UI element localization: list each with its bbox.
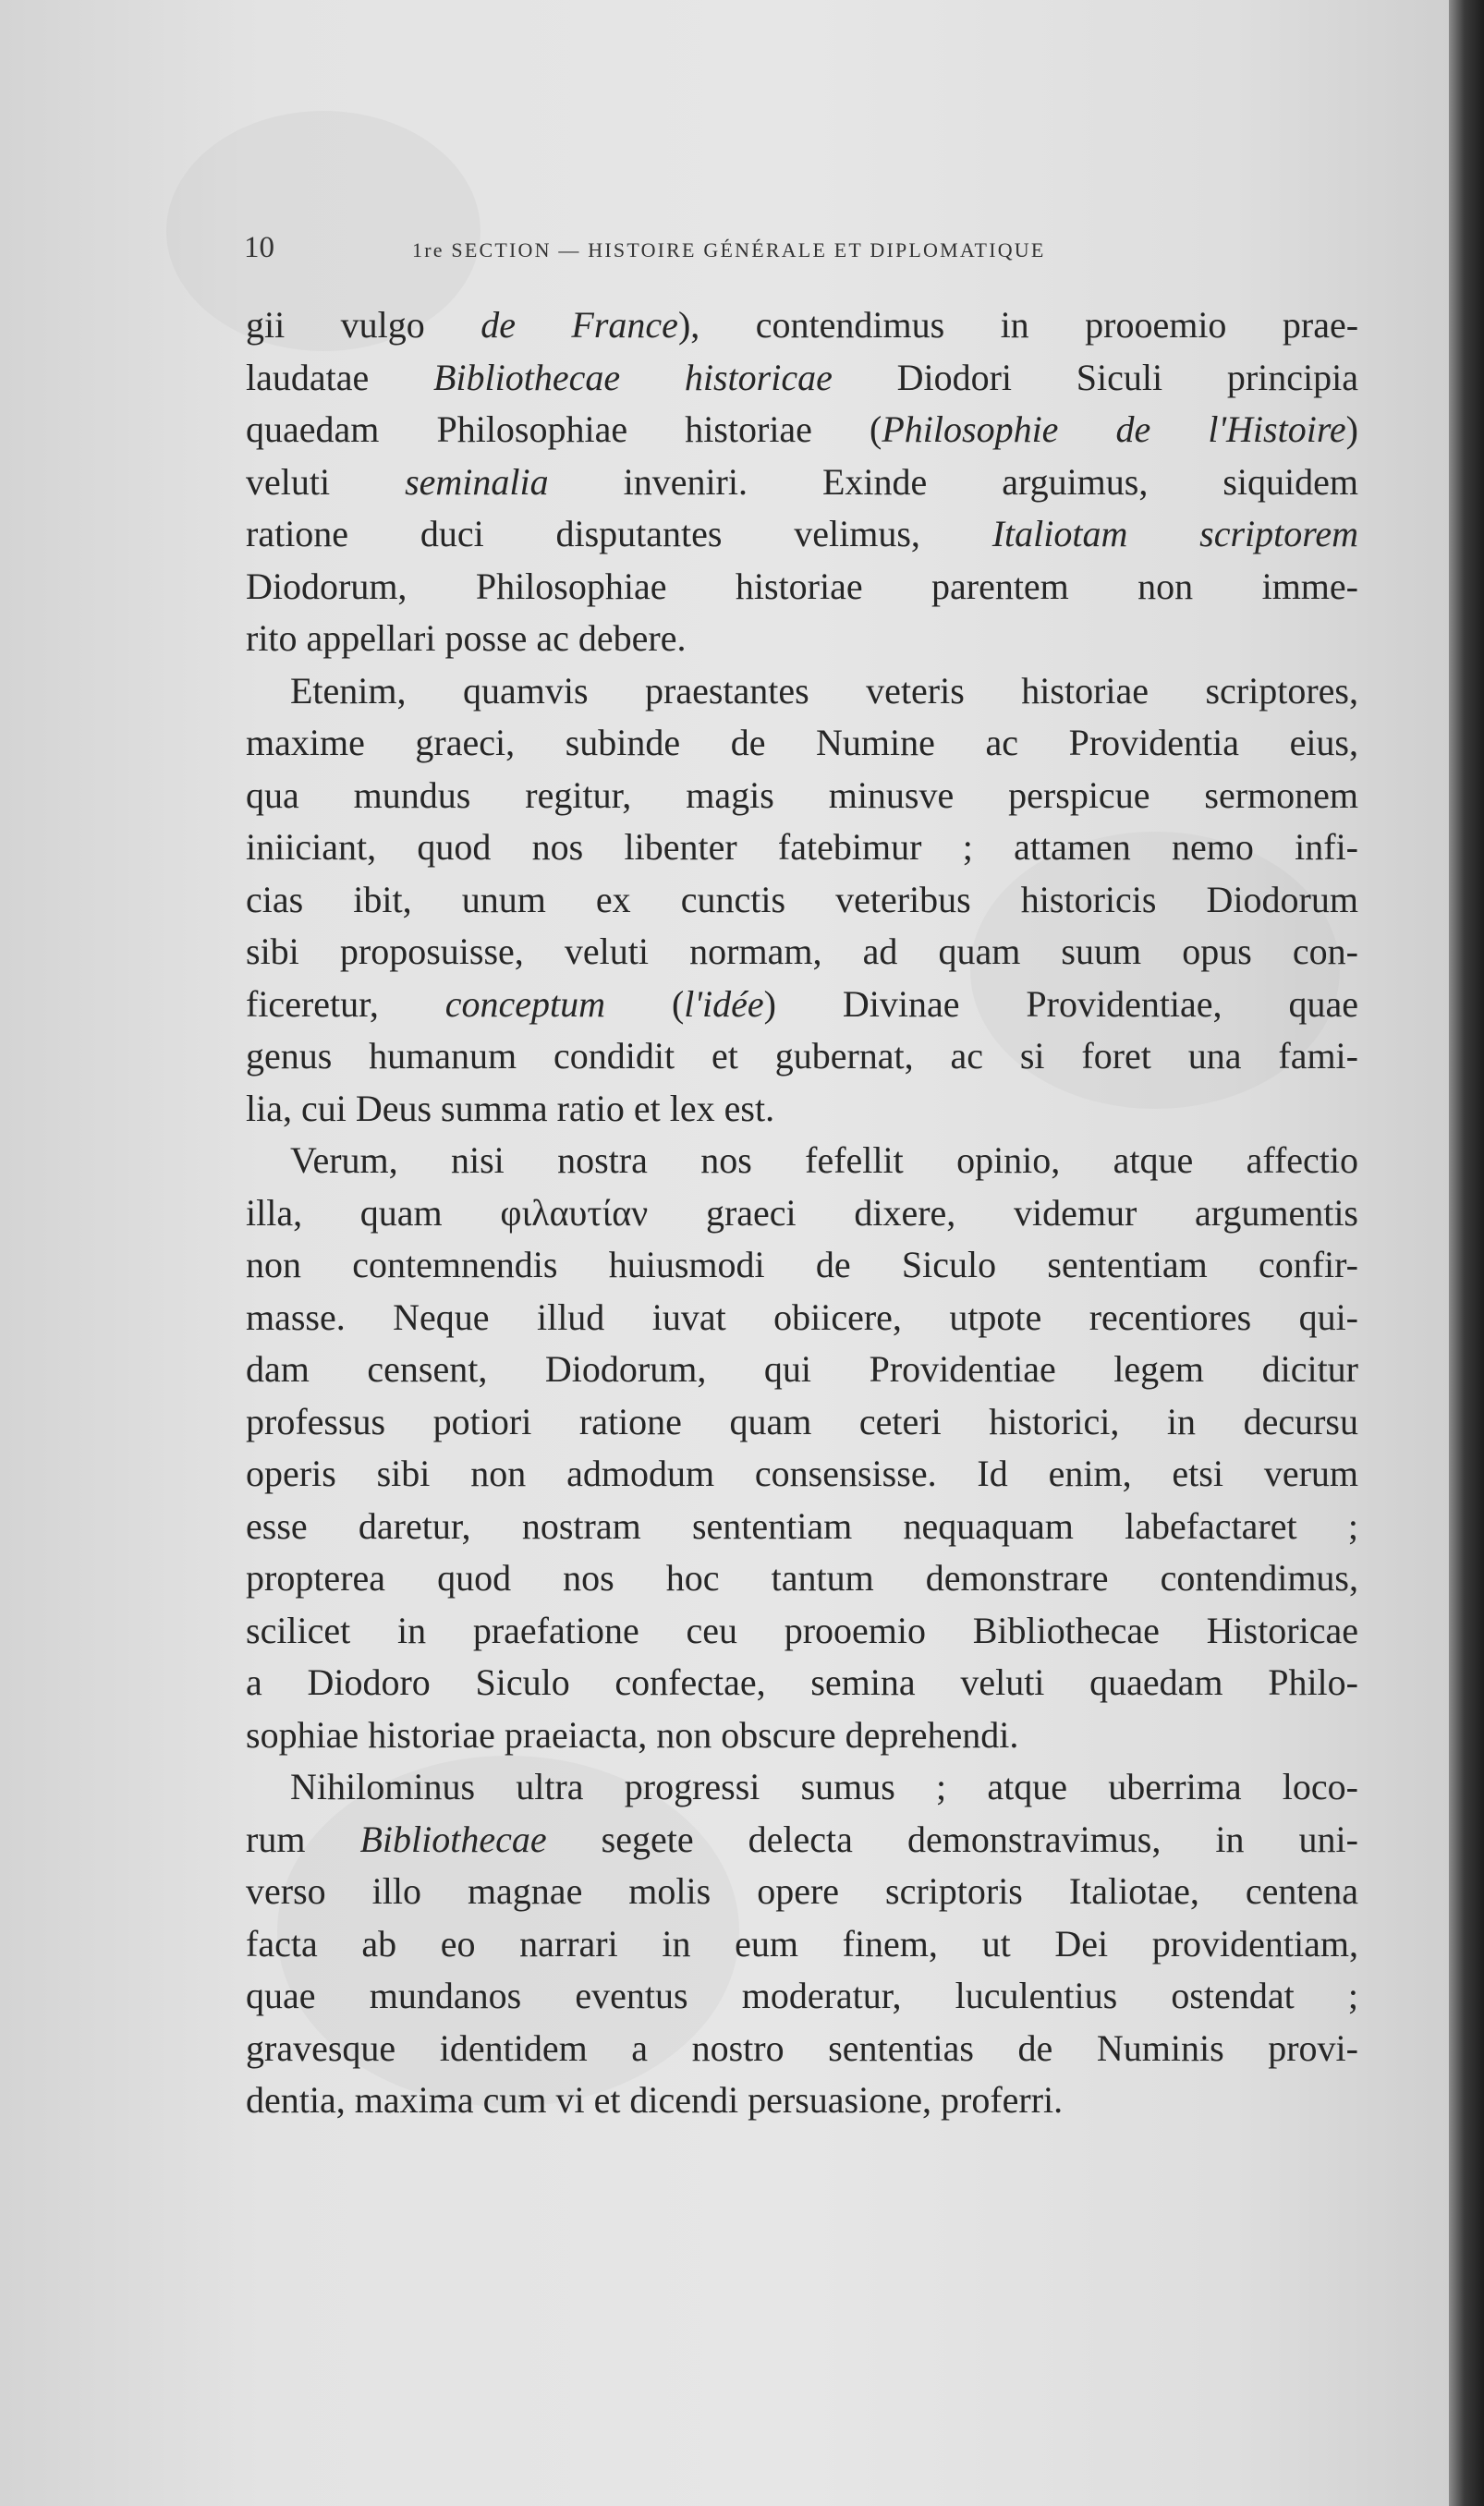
text-segment: rum [246,1818,360,1860]
text-line [246,1918,1358,1971]
text-segment: ) [1345,408,1358,450]
text-line [246,1292,1358,1344]
page-number: 10 [244,231,274,264]
text-line [246,508,1358,561]
text-segment: ( [605,982,685,1025]
italic-text: conceptum [444,982,606,1025]
text-segment: qua mundus regitur, magis minusve perspicue sermonem [246,773,1358,816]
italic-text: Philosophie de l'Histoire [882,408,1346,450]
text-segment: Nihilominus ultra progressi sumus ; atque uberrima loco- [290,1766,1358,1807]
text-line [246,1605,1358,1658]
text-line [246,1396,1358,1449]
text-line [246,2074,1358,2127]
text-line [246,1187,1358,1240]
text-segment: masse. Neque illud iuvat obiicere, utpote recentiores qui- [246,1296,1358,1338]
text-line [246,874,1358,927]
text-segment: ), contendimus in prooemio prae- [677,304,1359,346]
italic-text: seminalia [405,460,549,503]
text-line [246,821,1358,874]
text-line [246,561,1358,614]
text-line [246,1657,1358,1709]
body-text [246,299,1358,2127]
text-line [246,1239,1358,1292]
text-line [246,1030,1358,1083]
text-line [246,1448,1358,1501]
text-segment: professus potiori ratione quam ceteri historici, in decursu [246,1400,1358,1442]
text-line [246,613,1358,665]
text-line [246,1083,1358,1136]
text-segment: segete delecta demonstravimus, in uni- [546,1818,1358,1860]
page-edge [1449,0,1484,2506]
text-line [246,299,1358,352]
text-segment: dentia, maxima cum vi et dicendi persuasione, proferri. [246,2079,1064,2121]
text-segment: quaedam Philosophiae historiae ( [246,408,882,450]
text-segment: dam censent, Diodorum, qui Providentiae legem dicitur [246,1348,1358,1390]
text-line [246,456,1358,509]
text-segment: Diodori Siculi principia [832,356,1358,398]
text-segment: propterea quod nos hoc tantum demonstrare contendimus, [246,1557,1358,1599]
text-line [246,1135,1358,1187]
text-line [246,1970,1358,2023]
text-line [246,979,1358,1031]
text-segment: cias ibit, unum ex cunctis veteribus historicis Diodorum [246,878,1358,920]
text-line [246,926,1358,979]
text-segment: veluti [246,460,406,503]
text-line [246,352,1358,405]
text-line [246,770,1358,822]
text-line [246,665,1358,718]
italic-text: Italiotam scriptorem [991,513,1359,554]
text-line [246,1814,1358,1867]
text-line [246,717,1358,770]
text-line [246,1761,1358,1814]
text-segment: Etenim, quamvis praestantes veteris historiae scriptores, [290,669,1358,712]
text-segment: verso illo magnae molis opere scriptoris Italiotae, centena [246,1870,1358,1912]
text-segment: ratione duci disputantes velimus, [246,513,992,554]
text-segment: iniiciant, quod nos libenter fatebimur ; attamen nemo infi- [246,826,1358,868]
italic-text: Bibliothecae [359,1818,547,1860]
text-line [246,1709,1358,1762]
italic-text: Bibliothecae historicae [432,356,833,398]
text-segment: lia, cui Deus summa ratio et lex est. [246,1087,775,1129]
text-segment: ficeretur, [246,982,445,1025]
text-segment: esse daretur, nostram sententiam nequaquam labefactaret ; [246,1504,1358,1547]
text-segment: sibi proposuisse, veluti normam, ad quam suum opus con- [246,931,1358,972]
text-segment: Verum, nisi nostra nos fefellit opinio, atque affectio [290,1139,1358,1181]
text-segment: Diodorum, Philosophiae historiae parentem non imme- [246,565,1358,607]
text-segment: rito appellari posse ac debere. [246,617,687,659]
text-segment: quae mundanos eventus moderatur, luculentius ostendat ; [246,1975,1358,2016]
text-line [246,1501,1358,1553]
text-segment: facta ab eo narrari in eum finem, ut Dei providentiam, [246,1922,1358,1965]
text-segment: genus humanum condidit et gubernat, ac si foret una fami- [246,1035,1358,1077]
text-segment: non contemnendis huiusmodi de Siculo sententiam confir- [246,1244,1358,1285]
italic-text: de France [480,304,678,346]
text-segment: a Diodoro Siculo confectae, semina veluti quaedam Philo- [246,1661,1358,1703]
text-segment: ) Divinae Providentiae, quae [763,982,1358,1025]
text-segment: operis sibi non admodum consensisse. Id enim, etsi verum [246,1453,1358,1494]
text-line [246,1866,1358,1918]
running-head: 1re SECTION — HISTOIRE GÉNÉRALE ET DIPLOMATIQUE [412,238,1046,262]
text-segment: inveniri. Exinde arguimus, siquidem [548,460,1358,503]
italic-text: l'idée [684,982,764,1025]
text-line [246,404,1358,456]
text-segment: maxime graeci, subinde de Numine ac Providentia eius, [246,722,1358,763]
text-segment: sophiae historiae praeiacta, non obscure deprehendi. [246,1713,1019,1756]
text-segment: illa, quam φιλαυτίαν graeci dixere, videmur argumentis [246,1191,1358,1234]
text-line [246,2023,1358,2075]
text-segment: gii vulgo [246,304,481,346]
text-segment: scilicet in praefatione ceu prooemio Bibliothecae Historicae [246,1609,1358,1651]
text-segment: laudatae [246,356,433,398]
text-segment: gravesque identidem a nostro sententias de Numinis provi- [246,2026,1358,2069]
page-header [244,229,1186,275]
text-line [246,1552,1358,1605]
text-line [246,1344,1358,1396]
